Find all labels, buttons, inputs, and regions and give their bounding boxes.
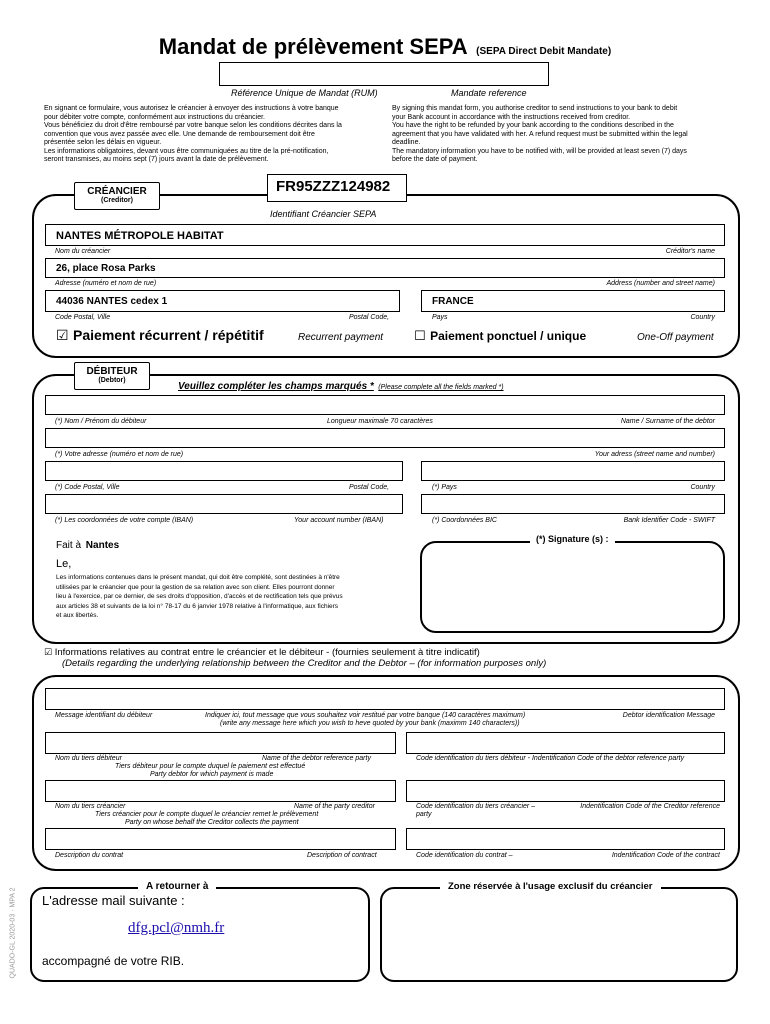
contract-heading: ☑ Informations relatives au contrat entre le créancier et le débiteur - (fournies seulement à titre indicatif)	[44, 647, 480, 658]
contract-checkbox[interactable]: ☑	[44, 648, 53, 658]
oneoff-checkbox[interactable]: ☐	[414, 329, 426, 344]
tiers-creancier-code-label2: party	[416, 811, 432, 818]
debtor-address-label: (*) Votre adresse (numéro et nom de rue)	[55, 451, 184, 458]
tiers-creancier-label: Nom du tiers créancier	[55, 803, 126, 810]
debtor-name-label-en: Name / Surname of the debtor	[620, 418, 715, 425]
page-title: Mandat de prélèvement SEPA (SEPA Direct Debit Mandate)	[158, 34, 612, 59]
contract-code-input[interactable]	[406, 828, 725, 850]
fait-a: Fait à Nantes	[56, 540, 120, 551]
contract-desc-label-en: Description of contract	[307, 852, 377, 859]
contract-code-label-en: Indentification Code of the contract	[611, 852, 720, 859]
tiers-creancier-code-label-en: Indentification Code of the Creditor reference	[580, 803, 720, 810]
intro-fr: En signant ce formulaire, vous autorisez le créancier à envoyer des instructions à votre banque pour débiter votre compte, conformément aux instructions du créancier. Vous bénéficiez du droit d'être remboursé par votre banque selon les conditions décrites dans la convention que vous avez passée avec elle. Une demande de remboursement doit être présentée selon les délais en vigueur. Les informations obligatoires, devant vous être communiquées au titre de la pré-notification, seront transmises, au moins sept (7) jours avant la date de prélèvement.	[44, 105, 342, 163]
debtor-city-label: (*) Code Postal, Ville	[55, 484, 120, 491]
rum-label: Référence Unique de Mandat (RUM)	[231, 88, 378, 98]
creditor-address-label-en: Address (number and street name)	[606, 280, 715, 287]
tiers-debiteur-code-input[interactable]	[406, 732, 725, 754]
debtor-message-hint-en: (write any message here which you wish to heve quoted by your bank (maximm 140 characters))	[220, 720, 520, 727]
tiers-debiteur-label: Nom du tiers débiteur	[55, 755, 122, 762]
signature-box[interactable]	[420, 541, 725, 633]
creditor-country-label: Pays	[432, 314, 448, 321]
creditor-name-label: Nom du créancier	[55, 248, 111, 255]
debtor-country-label-en: Country	[690, 484, 715, 491]
recurrent-label-en: Recurrent payment	[298, 332, 384, 343]
debtor-country-input[interactable]	[421, 461, 725, 481]
side-code: QUADO-GL 2020-03 · MPA 2	[9, 887, 17, 979]
tiers-creancier-label-en: Name of the party creditor	[294, 803, 375, 810]
place-value: Nantes	[85, 540, 120, 551]
signature-title: (*) Signature (s) :	[530, 534, 615, 544]
creditor-address-label: Adresse (numéro et nom de rue)	[55, 280, 157, 287]
debtor-city-input[interactable]	[45, 461, 403, 481]
debtor-bic-input[interactable]	[421, 494, 725, 514]
debtor-bic-label: (*) Coordonnées BIC	[432, 517, 497, 524]
debtor-message-label-en: Debtor identification Message	[622, 712, 715, 719]
rum-input[interactable]	[219, 62, 549, 86]
return-line2: accompagné de votre RIB.	[42, 954, 185, 968]
debtor-city-label-en: Postal Code,	[349, 484, 390, 491]
contract-desc-label: Description du contrat	[55, 852, 124, 859]
creditor-tag: CRÉANCIER (Creditor)	[74, 182, 160, 210]
creditor-country-label-en: Country	[690, 314, 715, 321]
debtor-message-input[interactable]	[45, 688, 725, 710]
creditor-name-label-en: Créditor's name	[665, 248, 715, 255]
debtor-address-label-en: Your adress (street name and number)	[594, 451, 715, 458]
creditor-city-field: 44036 NANTES cedex 1	[45, 290, 400, 312]
contract-desc-input[interactable]	[45, 828, 396, 850]
oneoff-option[interactable]: ☐ Paiement ponctuel / unique	[414, 329, 587, 344]
debtor-iban-label-en: Your account number (IBAN)	[294, 517, 384, 524]
debtor-instruction: Veuillez compléter les champs marqués * (Please complete all the fields marked *)	[178, 381, 504, 392]
recurrent-checkbox[interactable]: ☑	[56, 328, 69, 344]
tiers-creancier-code-label: Code identification du tiers créancier –	[416, 803, 536, 810]
tiers-debiteur-note: Tiers débiteur pour le compte duquel le paiement est effectué	[115, 763, 306, 770]
return-line1: L'adresse mail suivante :	[42, 893, 185, 908]
creditor-name-field: NANTES MÉTROPOLE HABITAT	[45, 224, 725, 246]
debtor-address-input[interactable]	[45, 428, 725, 448]
tiers-creancier-note: Tiers créancier pour le compte duquel le créancier remet le prélèvement	[95, 811, 319, 818]
return-email[interactable]: dfg.pcl@nmh.fr	[128, 920, 225, 936]
tiers-debiteur-name-input[interactable]	[45, 732, 396, 754]
tiers-debiteur-label-en: Name of the debtor reference party	[262, 755, 371, 762]
creditor-ics-label: Identifiant Créancier SEPA	[270, 209, 377, 219]
debtor-iban-label: (*) Les coordonnées de votre compte (IBAN)	[55, 517, 194, 524]
reserved-box	[380, 887, 738, 982]
creditor-city-label-en: Postal Code,	[349, 314, 390, 321]
debtor-name-maxlen: Longueur maximale 70 caractères	[327, 418, 433, 425]
debtor-message-label: Message identifiant du débiteur	[55, 712, 153, 719]
legal-notice: Les informations contenues dans le présent mandat, qui doit être complété, sont destinées à n'être utilisées par le créancier que pour la gestion de sa relation avec son client. Elles pourront donner lieu à l'exercice, par ce dernier, de ses droits d'opposition, d'accès et de rectification tels que prévus aux articles 38 et suivants de la loi n° 78-17 du 6 janvier 1978 relative à l'informatique, aux fichiers et aux libertés.	[56, 574, 343, 619]
recurrent-option[interactable]: ☑ Paiement récurrent / répétitif	[56, 327, 264, 344]
creditor-country-field: FRANCE	[421, 290, 725, 312]
creditor-ics-box	[267, 174, 407, 202]
debtor-iban-input[interactable]	[45, 494, 403, 514]
debtor-bic-label-en: Bank Identifier Code - SWIFT	[623, 517, 715, 524]
debtor-name-label: (*) Nom / Prénom du débiteur	[55, 418, 147, 425]
tiers-creancier-note-en: Party on whose behalf the Creditor collects the payment	[125, 819, 299, 826]
date-label: Le,	[56, 558, 72, 570]
debtor-name-input[interactable]	[45, 395, 725, 415]
oneoff-label-en: One-Off payment	[637, 332, 714, 343]
contract-heading-en: (Details regarding the underlying relationship between the Creditor and the Debtor – (for information purposes only)	[62, 658, 547, 669]
debtor-country-label: (*) Pays	[432, 484, 457, 491]
creditor-city-label: Code Postal, Ville	[55, 314, 111, 321]
reserved-title: Zone réservée à l'usage exclusif du créancier	[440, 881, 661, 892]
tiers-creancier-name-input[interactable]	[45, 780, 396, 802]
intro-en: By signing this mandat form, you authorise creditor to send instructions to your bank to debit your Bank account in accordance with the instructions received from creditor. You have the right to be refunded by your bank according to the conditions described in the agreement that you have validated with her. A refund request must be submitted within the legal deadline. The mandatory information you have to be notified with, will be provided at least seven (7) days before the date of payment.	[392, 105, 688, 163]
return-title: A retourner à	[138, 881, 216, 892]
rum-label-en: Mandate reference	[451, 88, 527, 98]
creditor-ics: FR95ZZZ124982	[276, 178, 391, 195]
tiers-debiteur-note-en: Party debtor for which payment is made	[150, 771, 274, 778]
debtor-tag: DÉBITEUR (Debtor)	[74, 362, 150, 390]
contract-code-label: Code identification du contrat –	[416, 852, 513, 859]
tiers-creancier-code-input[interactable]	[406, 780, 725, 802]
tiers-debiteur-code-label: Code identification du tiers débiteur - Indentification Code of the debtor reference party	[416, 755, 685, 762]
debtor-message-hint: Indiquer ici, tout message que vous souhaitez voir restitué par votre banque (140 caractères maximum)	[205, 712, 526, 719]
creditor-address-field: 26, place Rosa Parks	[45, 258, 725, 278]
